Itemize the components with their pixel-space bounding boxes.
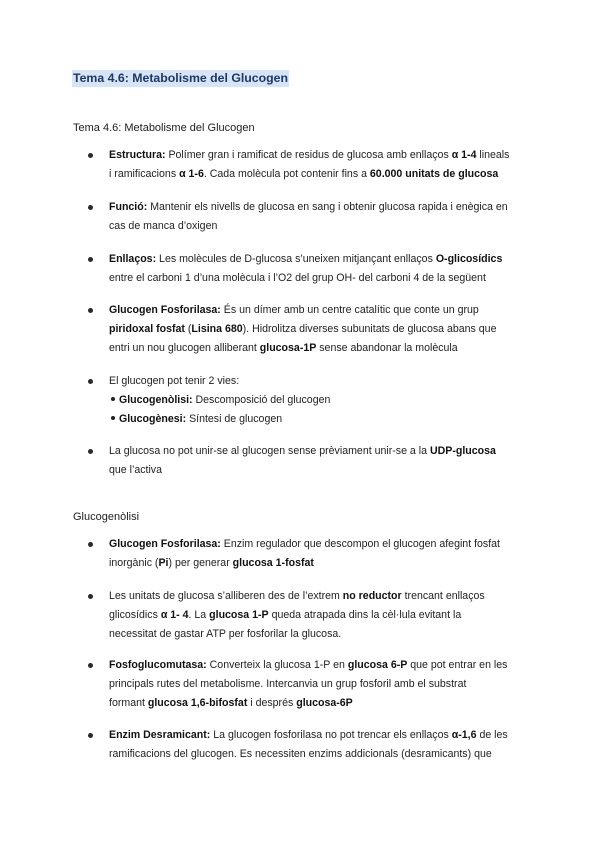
body-text: inorgànic ( — [109, 557, 159, 569]
section-heading: Tema 4.6: Metabolisme del Glucogen — [73, 122, 255, 134]
bold-text: Glucogenòlisi: — [119, 394, 196, 406]
body-text: ( — [184, 323, 192, 335]
bold-text: Glucogen Fosforilasa: — [109, 304, 224, 316]
list-item-line — [109, 217, 534, 236]
bullet-icon — [88, 663, 93, 668]
bold-text: glucosa 1-P — [209, 609, 269, 621]
bold-text: α-1,6 — [451, 729, 477, 741]
body-text: Mantenir els nivells de glucosa en sang i obtenir glucosa rapida i enègica en — [150, 201, 508, 213]
bold-text: UDP-glucosa — [429, 445, 496, 457]
body-text: Síntesi de glucogen — [189, 413, 283, 425]
body-text: que l’activa — [109, 464, 162, 476]
list-item-line — [109, 320, 534, 339]
bold-text: Enzim Desramicant: — [109, 729, 214, 741]
bullet-icon — [88, 379, 93, 384]
list-item-line — [109, 625, 534, 644]
bullet-icon — [88, 733, 93, 738]
list-item — [109, 726, 534, 764]
bold-text: Glucogen Fosforilasa: — [109, 538, 224, 550]
bullet-icon — [88, 449, 93, 454]
list-item-line — [109, 442, 534, 461]
bullet-icon — [88, 153, 93, 158]
list-item-line — [109, 269, 534, 288]
bold-text: Enllaços: — [109, 253, 160, 265]
body-text: trencant enllaços — [401, 590, 485, 602]
sub-bullet-icon — [111, 416, 115, 420]
bold-text: glucosa-1P — [259, 342, 317, 354]
body-text: cas de manca d’oxigen — [109, 220, 218, 232]
bold-text: O-glicosídics — [435, 253, 503, 265]
body-text: lineals — [476, 149, 510, 161]
body-text: Descomposició del glucogen — [195, 394, 331, 406]
sub-list-item — [109, 391, 534, 410]
sub-list-item — [109, 410, 534, 429]
bold-text: no reductor — [342, 590, 402, 602]
bold-text: Lisina 680 — [191, 323, 243, 335]
list-item-line — [109, 554, 534, 573]
body-text: Polímer gran i ramificat de residus de glucosa amb enllaços — [168, 149, 452, 161]
list-item — [109, 301, 534, 358]
list-item-line — [109, 587, 534, 606]
list-item-line — [109, 675, 534, 694]
list-item-line — [109, 339, 534, 358]
list-item — [109, 372, 534, 429]
bold-text: piridoxal fosfat — [109, 323, 185, 335]
bold-text: Fosfoglucomutasa: — [109, 659, 210, 671]
list-item — [109, 250, 534, 288]
body-text: Converteix la glucosa 1-P en — [209, 659, 348, 671]
document-title: Tema 4.6: Metabolisme del Glucogen — [73, 71, 289, 85]
list-item-line — [109, 198, 534, 217]
body-text: La glucosa no pot unir-se al glucogen sense prèviament unir-se a la — [109, 445, 430, 457]
body-text: Enzim regulador que descompon el glucogen afegint fosfat — [223, 538, 500, 550]
body-text: . Cada molècula pot contenir fins a — [203, 168, 370, 180]
bullet-icon — [88, 594, 93, 599]
body-text: sense abandonar la molècula — [316, 342, 458, 354]
bold-text: α 1- 4 — [160, 609, 189, 621]
body-text: i després — [247, 697, 297, 709]
bold-text: Estructura: — [109, 149, 169, 161]
bold-text: α 1-4 — [451, 149, 477, 161]
bold-text: glucosa 1-fosfat — [232, 557, 314, 569]
sub-bullet-icon — [111, 397, 115, 401]
body-text: Les unitats de glucosa s’alliberen des de l’extrem — [109, 590, 343, 602]
body-text: És un dímer amb un centre catalític que conte un grup — [223, 304, 479, 316]
list-item-line — [109, 726, 534, 745]
body-text: necessitat de gastar ATP per fosforilar la glucosa. — [109, 628, 342, 640]
body-text: entri un nou glucogen alliberant — [109, 342, 260, 354]
list-item-line — [109, 372, 534, 391]
bullet-icon — [88, 257, 93, 262]
body-text: glicosídics — [109, 609, 161, 621]
list-item — [109, 535, 534, 573]
list-item-line — [109, 656, 534, 675]
body-text: El glucogen pot tenir 2 vies: — [109, 375, 240, 387]
body-text: entre el carboni 1 d’una molècula i l’O2 del grup OH- del carboni 4 de la següent — [109, 272, 486, 284]
bold-text: Pi — [158, 557, 169, 569]
bold-text: Glucogènesi: — [119, 413, 190, 425]
bold-text: glucosa 1,6-bifosfat — [147, 697, 248, 709]
subsection-heading-glucogenolisi: Glucogenòlisi — [73, 511, 140, 523]
bullet-icon — [88, 308, 93, 313]
list-item-line — [109, 535, 534, 554]
list-item-line — [109, 694, 534, 713]
body-text: La glucogen fosforilasa no pot trencar els enllaços — [213, 729, 452, 741]
bullet-icon — [88, 542, 93, 547]
body-text: de les — [476, 729, 508, 741]
bold-text: 60.000 unitats de glucosa — [369, 168, 499, 180]
list-item — [109, 656, 534, 713]
list-item-line — [109, 745, 534, 764]
bold-text: glucosa 6-P — [347, 659, 408, 671]
bullet-icon — [88, 205, 93, 210]
bold-text: Funció: — [109, 201, 151, 213]
body-text: que pot entrar en les — [407, 659, 508, 671]
list-item-line — [109, 606, 534, 625]
bold-text: α 1-6 — [179, 168, 204, 180]
list-item-line — [109, 301, 534, 320]
list-item-line — [109, 165, 534, 184]
list-item-line — [109, 250, 534, 269]
body-text: principals rutes del metabolisme. Intercanvia un grup fosforil amb el substrat — [109, 678, 467, 690]
body-text: queda atrapada dins la cèl·lula evitant la — [268, 609, 462, 621]
body-text: ) per generar — [168, 557, 233, 569]
list-item — [109, 198, 534, 236]
body-text: . La — [188, 609, 210, 621]
list-item-line — [109, 461, 534, 480]
bold-text: glucosa-6P — [296, 697, 353, 709]
list-item-line — [109, 146, 534, 165]
list-item — [109, 146, 534, 184]
body-text: ). Hidrolitza diverses subunitats de glucosa abans que — [242, 323, 497, 335]
body-text: ramificacions del glucogen. Es necessiten enzims addicionals (desramicants) que — [109, 748, 492, 760]
body-text: formant — [109, 697, 148, 709]
list-item — [109, 587, 534, 644]
list-item — [109, 442, 534, 480]
body-text: i ramificacions — [109, 168, 180, 180]
body-text: Les molècules de D-glucosa s’uneixen mitjançant enllaços — [159, 253, 436, 265]
